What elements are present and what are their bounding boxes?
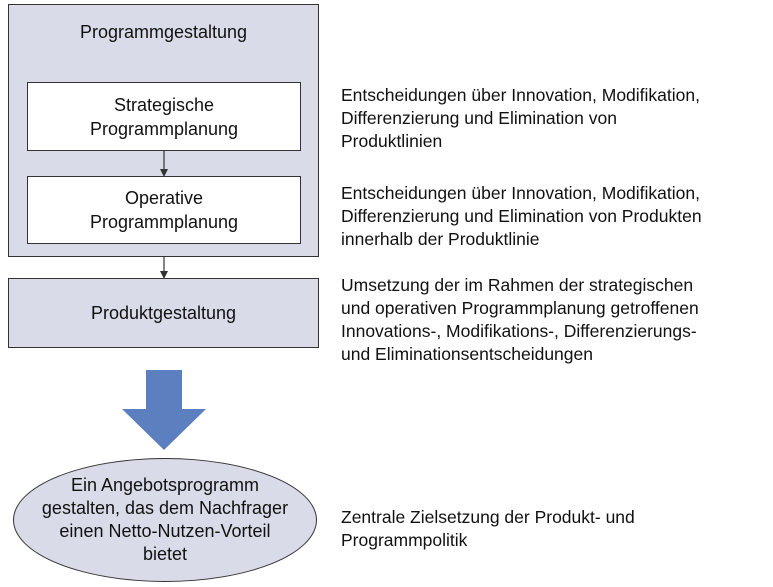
- operative-description: Entscheidungen über Innovation, Modifikation, Differenzierung und Elimination von Produkten innerhalb der Produktlinie: [341, 183, 702, 249]
- programmgestaltung-title: Programmgestaltung: [79, 22, 248, 42]
- produktgestaltung-box: Produktgestaltung: [8, 278, 319, 348]
- big-down-arrow-icon: [122, 370, 206, 450]
- goal-ellipse: Ein Angebotsprogramm gestalten, das dem Nachfrager einen Netto-Nutzen-Vorteil bietet: [13, 458, 317, 582]
- goal-description: Zentrale Zielsetzung der Produkt- und Programmpolitik: [341, 507, 635, 550]
- strategic-planning-box: Strategische Programmplanung: [27, 82, 301, 151]
- operative-planning-box: Operative Programmplanung: [27, 176, 301, 244]
- strategic-description: Entscheidungen über Innovation, Modifikation, Differenzierung und Elimination von Produktlinien: [341, 85, 700, 151]
- product-description: Umsetzung der im Rahmen der strategischen und operativen Programmplanung getroffenen Innovations-, Modifikations-, Differenzierungs- und Eliminationsentscheidungen: [341, 275, 699, 364]
